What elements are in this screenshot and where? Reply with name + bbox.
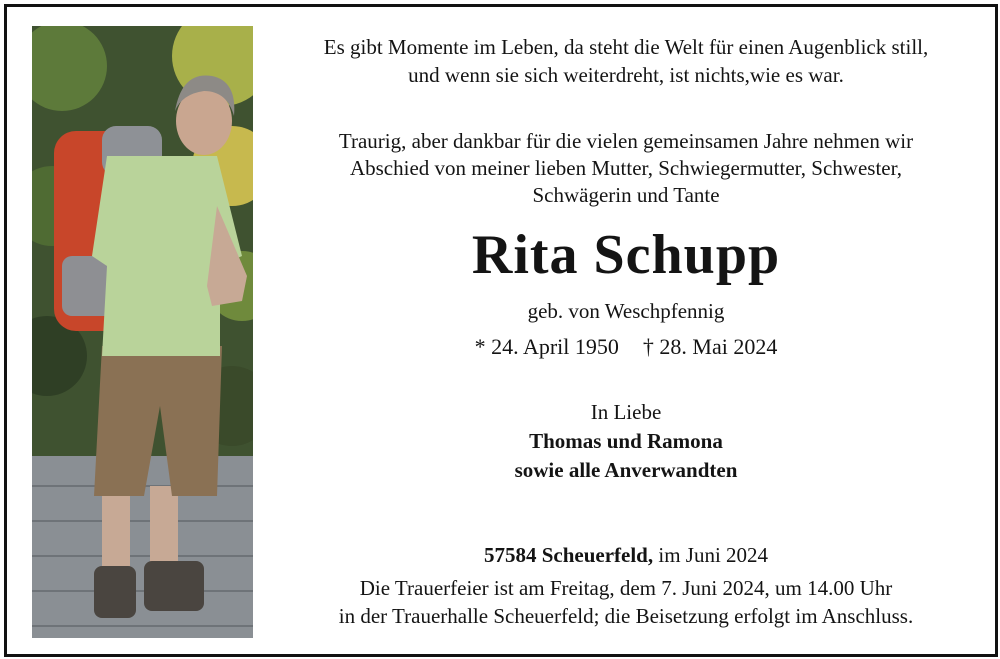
place-date: im Juni 2024 [653,543,769,567]
funeral-line-2: in der Trauerhalle Scheuerfeld; die Beisetzung erfolgt im Anschluss. [338,604,914,628]
place-and-date [270,541,982,569]
obituary-card [4,4,998,657]
portrait-photo [32,26,253,638]
quote-line-1: Es gibt Momente im Leben, da steht die Welt für einen Augenblick still, [323,35,929,59]
birth-name: geb. von Weschpfennig [527,299,725,323]
intro-line-1: Traurig, aber dankbar für die vielen gemeinsamen Jahre nehmen wir [338,129,914,153]
quote-line-2: und wenn sie sich weiterdreht, ist nichts,wie es war. [408,63,844,87]
birth-date: * 24. April 1950 [474,334,619,359]
death-date: † 28. Mai 2024 [642,334,778,359]
intro-line-3: Schwägerin und Tante [532,183,720,207]
intro-line-2: Abschied von meiner lieben Mutter, Schwiegermutter, Schwester, [349,156,903,180]
place-location: 57584 Scheuerfeld, [483,543,654,567]
mourner-names: Thomas und Ramona [529,429,723,453]
funeral-line-1: Die Trauerfeier ist am Freitag, dem 7. Juni 2024, um 14.00 Uhr [359,576,893,600]
deceased-name: Rita Schupp [471,224,781,286]
in-love-label: In Liebe [590,400,662,424]
life-dates [270,334,982,360]
mourner-relatives: sowie alle Anverwandten [514,458,738,482]
